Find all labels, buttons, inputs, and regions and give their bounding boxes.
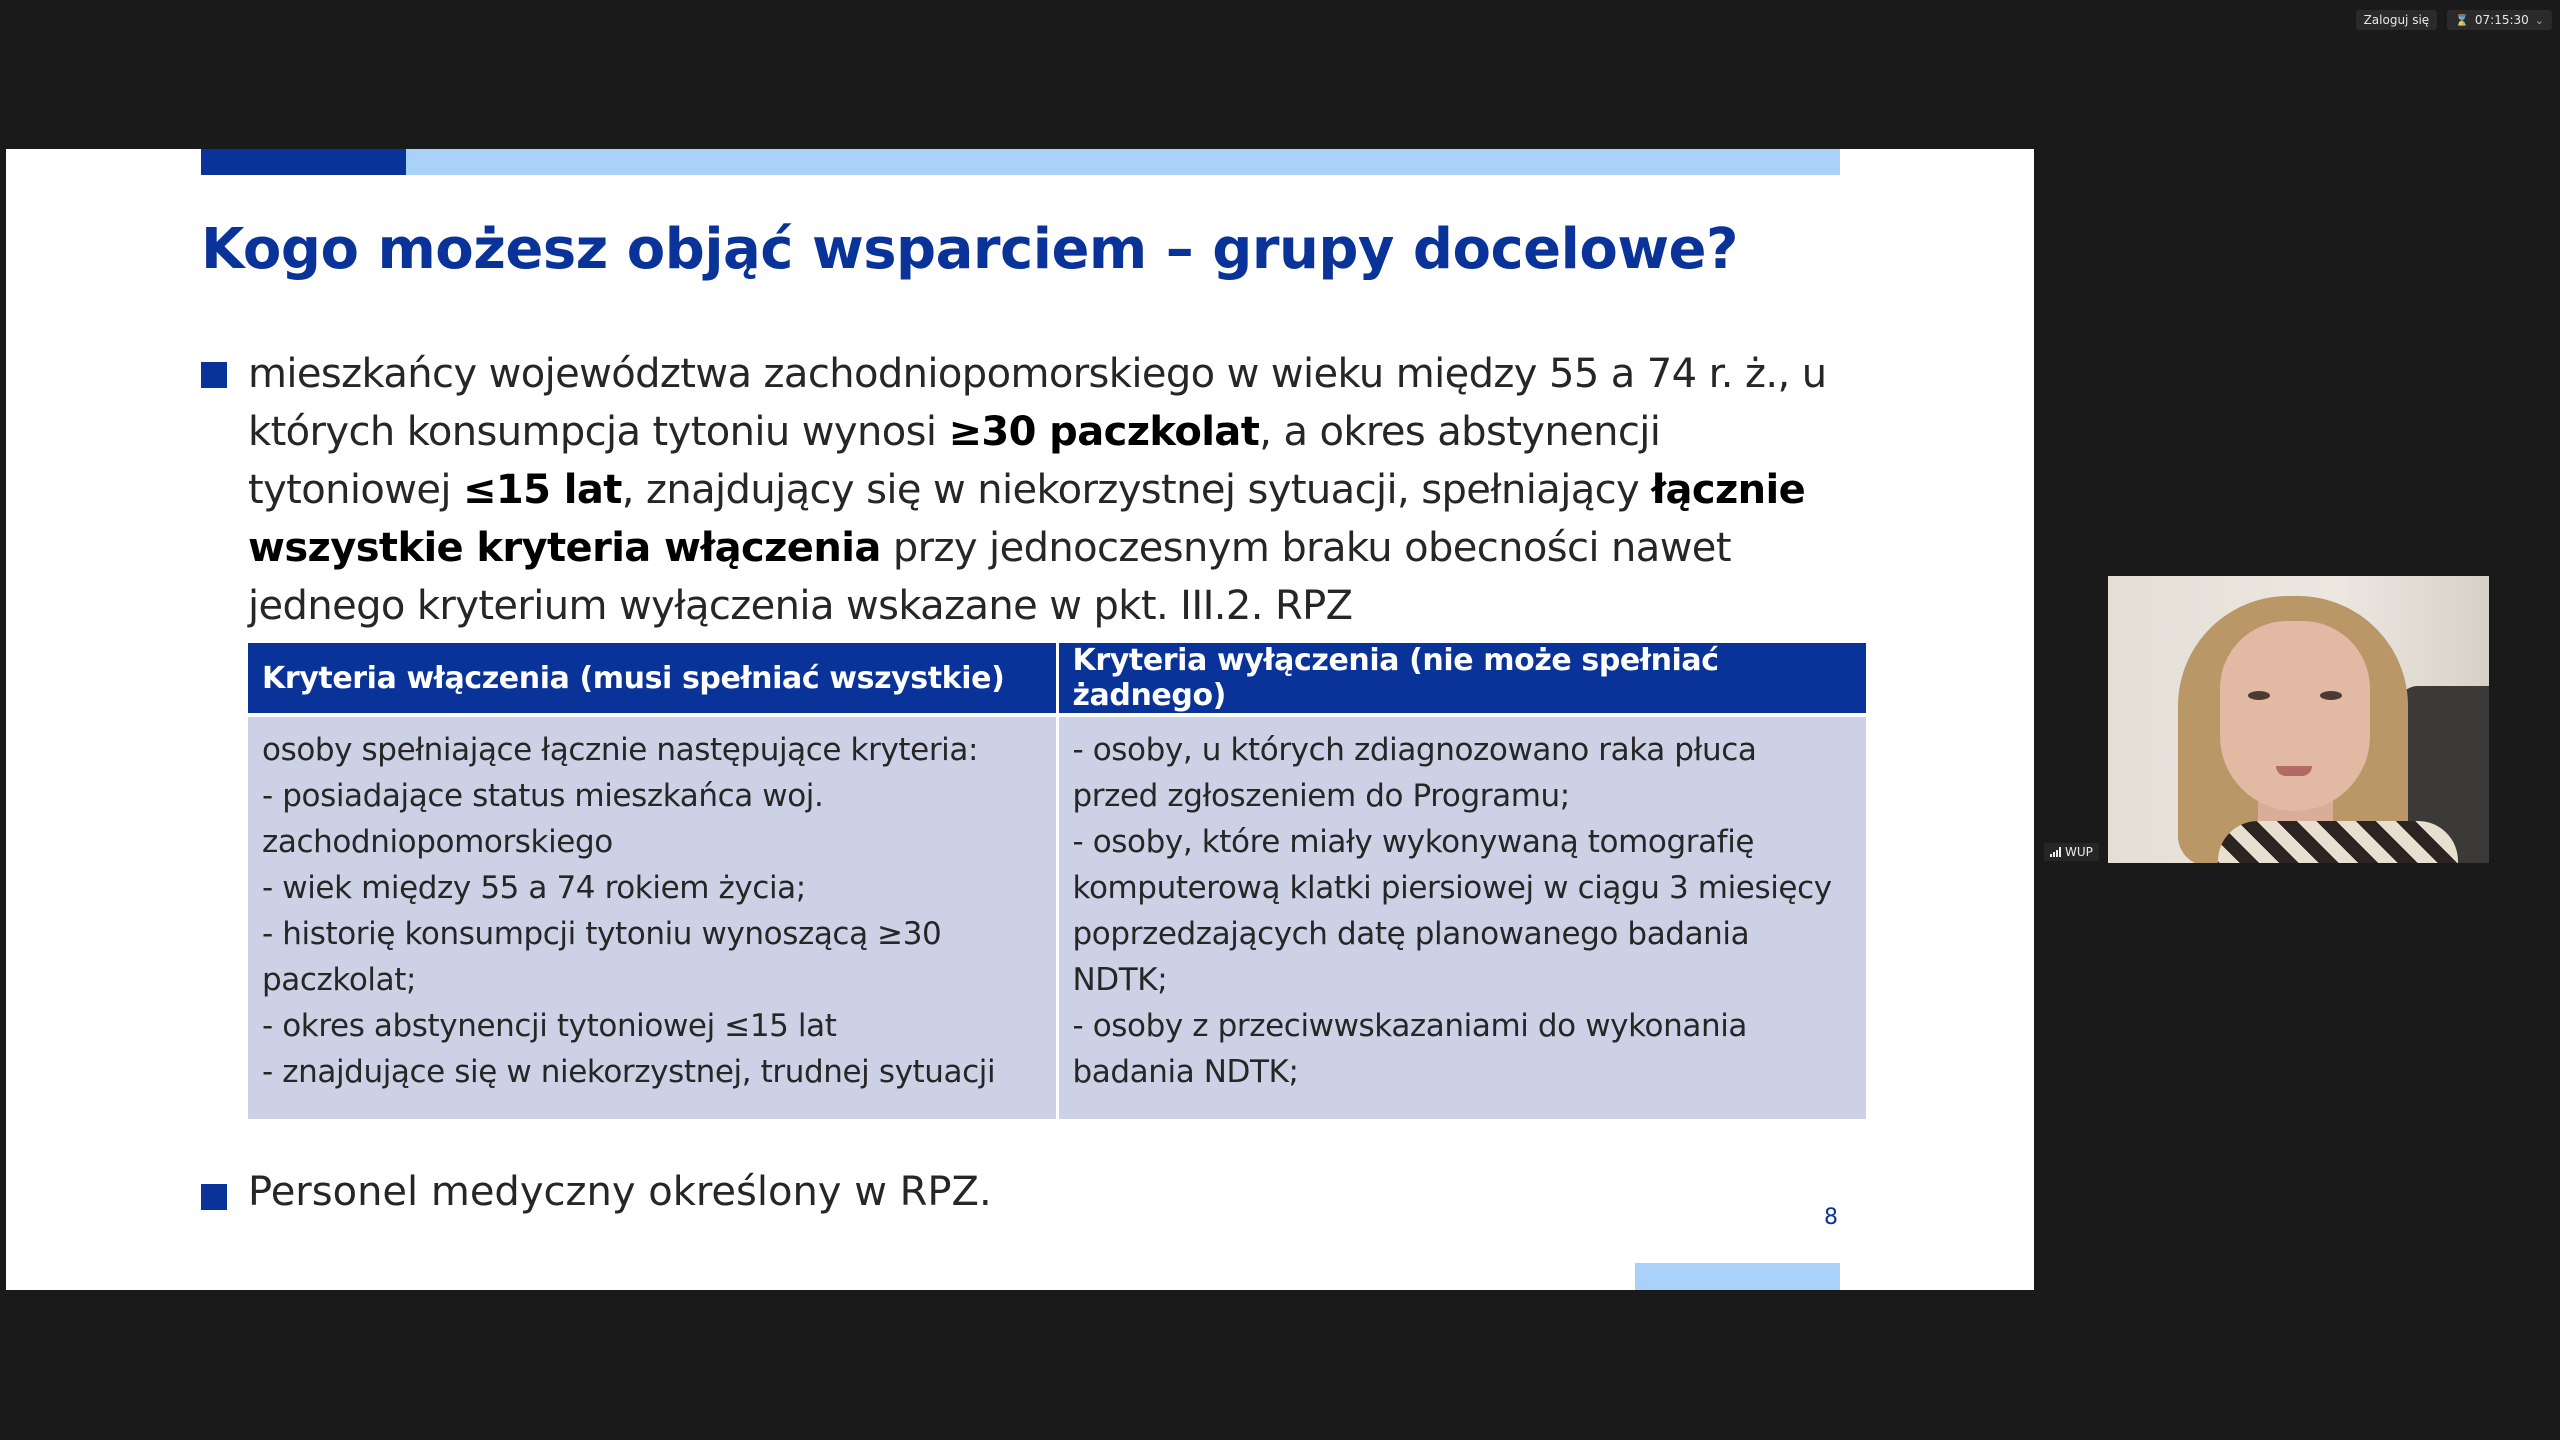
exclusion-line: poprzedzających datę planowanego badania [1072,916,1750,952]
bullet-text-target-group [248,345,1868,635]
slide-footer-bar [1635,1263,1840,1290]
bullet-bold-pack-years: ≥30 paczkolat [948,409,1260,455]
bullet-text-part: , znajdujący się w niekorzystnej sytuacji, spełniający [621,467,1652,513]
exclusion-criteria-cell [1057,715,1866,1119]
criteria-table [248,643,1866,1119]
participant-name-tag [2044,843,2099,861]
inclusion-line: zachodniopomorskiego [262,824,613,860]
criteria-table-row [248,715,1866,1119]
chevron-down-icon[interactable]: ⌄ [2534,13,2544,27]
slide-page-number: 8 [1824,1205,1838,1230]
video-person-face [2220,621,2370,811]
login-label: Zaloguj się [2363,13,2430,27]
exclusion-line: badania NDTK; [1072,1054,1299,1090]
bullet-square-icon [201,362,227,388]
participant-video[interactable] [2108,576,2489,863]
exclusion-line: - osoby, u których zdiagnozowano raka płuca [1072,732,1757,768]
exclusion-line: komputerową klatki piersiowej w ciągu 3 miesięcy [1072,870,1832,906]
inclusion-line: - posiadające status mieszkańca woj. [262,778,824,814]
inclusion-line: - okres abstynencji tytoniowej ≤15 lat [262,1008,837,1044]
slide-title: Kogo możesz objąć wsparciem – grupy docelowe? [201,217,1739,282]
inclusion-line: osoby spełniające łącznie następujące kryteria: [262,732,979,768]
bullet-text-part: , a okres abstynencji tytoniowej [248,409,1661,513]
video-person-eye [2320,691,2342,700]
inclusion-line: - historię konsumpcji tytoniu wynoszącą ≥30 [262,916,942,952]
exclusion-line: - osoby, które miały wykonywaną tomografię [1072,824,1755,860]
inclusion-line: paczkolat; [262,962,417,998]
bullet-text-medical-staff: Personel medyczny określony w RPZ. [248,1169,992,1215]
video-person-eye [2248,691,2270,700]
exclusion-line: - osoby z przeciwwskazaniami do wykonania [1072,1008,1748,1044]
login-button[interactable] [2356,10,2438,30]
top-toolbar [2356,8,2552,32]
inclusion-criteria-cell [248,715,1057,1119]
criteria-table-header [248,643,1866,715]
bullet-bold-abstinence: ≤15 lat [463,467,622,513]
exclusion-line: przed zgłoszeniem do Programu; [1072,778,1570,814]
video-person-clothing [2218,821,2458,863]
participant-name: WUP [2065,845,2093,859]
slide-accent-bar-light [406,149,1840,175]
exclusion-criteria-header: Kryteria wyłączenia (nie może spełniać żadnego) [1057,643,1866,715]
hourglass-icon: ⌛ [2455,13,2469,27]
inclusion-line: - znajdujące się w niekorzystnej, trudnej sytuacji [262,1054,996,1090]
bullet-square-icon [201,1184,227,1210]
signal-strength-icon [2050,847,2061,857]
slide-accent-bar-dark [201,149,406,175]
inclusion-criteria-header: Kryteria włączenia (musi spełniać wszystkie) [248,643,1057,715]
timer-value: 07:15:30 [2474,13,2529,27]
bullet-bold-criteria: łącznie wszystkie kryteria włączenia [248,467,1806,571]
shared-slide [6,149,2034,1290]
inclusion-line: - wiek między 55 a 74 rokiem życia; [262,870,806,906]
bullet-text-part: przy jednoczesnym braku obecności nawet jednego kryterium wyłączenia wskazane w pkt. III.2. RPZ [248,525,1731,629]
video-person-mouth [2276,766,2312,776]
bullet-text-part: mieszkańcy województwa zachodniopomorskiego w wieku między 55 a 74 r. ż., u których konsumpcja tytoniu wynosi [248,351,1827,455]
exclusion-line: NDTK; [1072,962,1168,998]
timer-display[interactable] [2447,10,2552,30]
